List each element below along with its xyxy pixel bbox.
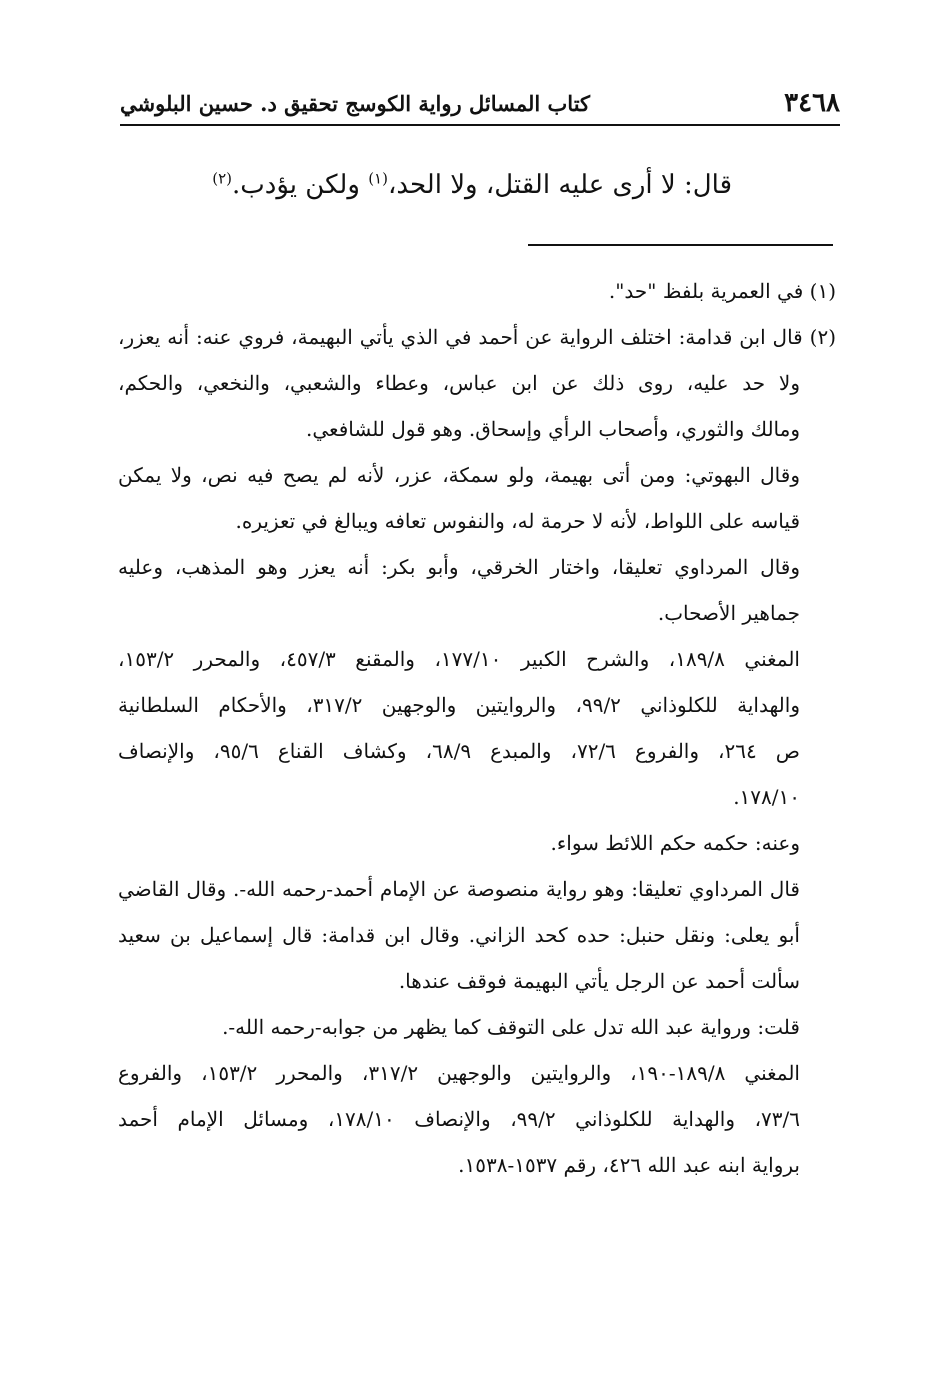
footnote-line: أبو يعلى: ونقل حنبل: حده كحد الزاني. وقال ابن قدامة: قال إسماعيل بن سعيد: [118, 923, 800, 947]
footnote-line: ٧٣/٦، والهداية للكلوذاني ٩٩/٢، والإنصاف ١٧٨/١٠، ومسائل الإمام أحمد: [118, 1107, 800, 1131]
footnote-line: ومالك والثوري، وأصحاب الرأي وإسحاق. وهو قول للشافعي.: [306, 417, 800, 441]
footnote-ref-1[interactable]: (١): [368, 169, 388, 188]
footnote-line: قياسه على اللواط، لأنه لا حرمة له، والنفوس تعافه ويبالغ في تعزيره.: [235, 509, 800, 533]
footnote-line: وقال المرداوي تعليقا، واختار الخرقي، وأبو بكر: أنه يعزر وهو المذهب، وعليه: [118, 555, 800, 579]
main-text-part2: ولكن يؤدب.: [232, 170, 369, 200]
footnote-line: المغني ١٨٩/٨، والشرح الكبير ١٧٧/١٠، والمقنع ٤٥٧/٣، والمحرر ١٥٣/٢،: [118, 647, 800, 671]
footnote-ref-2[interactable]: (٢): [212, 169, 233, 188]
footnote-separator: [528, 244, 833, 246]
footnote-line: ص ٢٦٤، والفروع ٧٢/٦، والمبدع ٦٨/٩، وكشاف القناع ٩٥/٦، والإنصاف: [118, 739, 800, 763]
footnote-line: وقال البهوتي: ومن أتى بهيمة، ولو سمكة، عزر، لأنه لم يصح فيه نص، ولا يمكن: [118, 463, 800, 487]
footnote-line: قال المرداوي تعليقا: وهو رواية منصوصة عن الإمام أحمد-رحمه الله-. وقال القاضي: [118, 877, 800, 901]
footnote-line: برواية ابنه عبد الله ٤٢٦، رقم ١٥٣٧-١٥٣٨.: [458, 1153, 800, 1177]
footnote-line: ١٧٨/١٠.: [733, 785, 800, 809]
footnote-line: سألت أحمد عن الرجل يأتي البهيمة فوقف عندها.: [398, 969, 800, 993]
footnote-line: المغني ١٨٩/٨-١٩٠، والروايتين والوجهين ٣١٧/٢، والمحرر ١٥٣/٢، والفروع: [118, 1061, 800, 1085]
footnote-line: ولا حد عليه، روى ذلك عن ابن عباس، وعطاء والشعبي، والنخعي، والحكم،: [118, 371, 800, 395]
running-title: كتاب المسائل رواية الكوسج تحقيق د. حسين البلوشي: [120, 90, 591, 116]
footnote-line: وعنه: حكمه حكم اللائط سواء.: [550, 831, 800, 855]
footnotes-section: [118, 268, 836, 1188]
main-text-part1: قال: لا أرى عليه القتل، ولا الحد،: [387, 170, 732, 200]
main-text: [120, 160, 732, 210]
page-header: [120, 82, 840, 126]
footnote-line: قلت: ورواية عبد الله تدل على التوقف كما يظهر من جوابه-رحمه الله-.: [222, 1015, 800, 1039]
footnote-line: (١) في العمرية بلفظ "حد".: [608, 279, 836, 303]
footnote-line: جماهير الأصحاب.: [657, 601, 800, 625]
footnote-line: (٢) قال ابن قدامة: اختلف الرواية عن أحمد في الذي يأتي البهيمة، فروي عنه: أنه يعزر،: [118, 325, 836, 349]
page-number: ٣٤٦٨: [784, 88, 840, 118]
footnote-line: والهداية للكلوذاني ٩٩/٢، والروايتين والوجهين ٣١٧/٢، والأحكام السلطانية: [118, 693, 800, 717]
